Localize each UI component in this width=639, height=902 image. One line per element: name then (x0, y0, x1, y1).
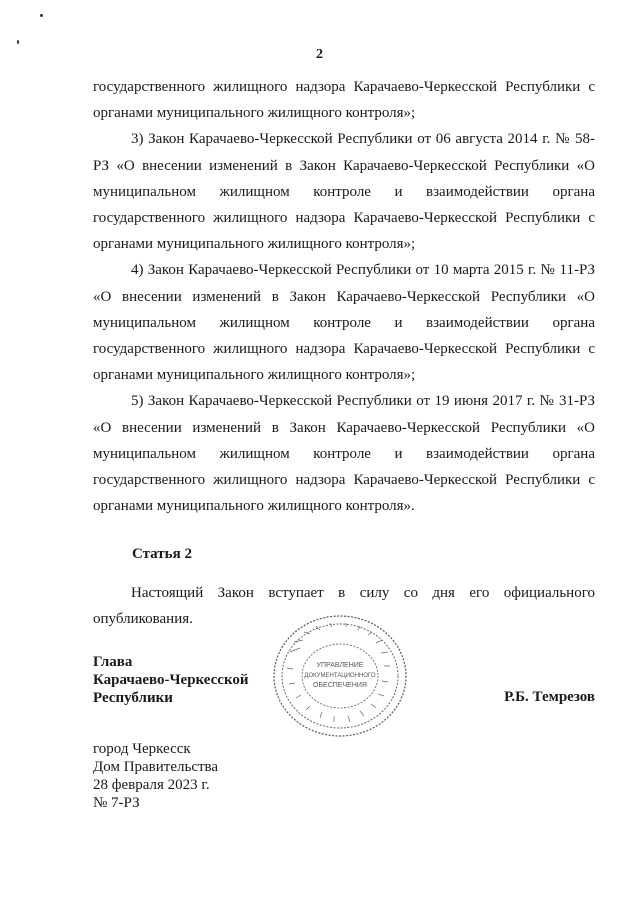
article-text: Настоящий Закон вступает в силу со дня его официального опубликования. (93, 585, 595, 628)
building: Дом Правительства (93, 759, 219, 775)
place-and-date-block (93, 740, 218, 812)
seal-line-1: УПРАВЛЕНИЕ (316, 662, 364, 669)
page-number: 2 (316, 47, 323, 62)
article-heading: Статья 2 (132, 546, 192, 562)
document-body (93, 74, 595, 519)
city: город Черкесск (93, 741, 191, 757)
signer-title-line: Глава (93, 654, 133, 670)
scan-speck (17, 40, 19, 44)
seal-line-3: ОБЕСПЕЧЕНИЯ (313, 682, 367, 689)
seal-line-2: ДОКУМЕНТАЦИОННОГО (304, 673, 376, 679)
paragraph-item-3: 3) Закон Карачаево-Черкесской Республики от 06 августа 2014 г. № 58-РЗ «О внесении изменений в Закон Карачаево-Черкесской Республики «О муниципальном жилищном контроле и взаимодействии органа государственного жилищного надзора Карачаево-Черкесской Республики с органами муниципального жилищного контроля»; (93, 131, 595, 253)
official-seal-stamp (270, 612, 410, 740)
signer-title-line: Карачаево-Черкесской (93, 672, 249, 688)
law-number: № 7-РЗ (93, 795, 140, 811)
paragraph-continuation: государственного жилищного надзора Карачаево-Черкесской Республики с органами муниципального жилищного контроля»; (93, 79, 595, 122)
signer-title-line: Республики (93, 690, 173, 706)
paragraph-item-4: 4) Закон Карачаево-Черкесской Республики от 10 марта 2015 г. № 11-РЗ «О внесении изменений в Закон Карачаево-Черкесской Республики «О муниципальном жилищном контроле и взаимодействии органа государственного жилищного надзора Карачаево-Черкесской Республики с органами муниципального жилищного контроля»; (93, 262, 595, 384)
scan-speck (40, 14, 43, 17)
paragraph-item-5: 5) Закон Карачаево-Черкесской Республики от 19 июня 2017 г. № 31-РЗ «О внесении изменений в Закон Карачаево-Черкесской Республики «О муниципальном жилищном контроле и взаимодействии органа государственного жилищного надзора Карачаево-Черкесской Республики с органами муниципального жилищного контроля». (93, 393, 595, 515)
date: 28 февраля 2023 г. (93, 777, 210, 793)
signer-name: Р.Б. Темрезов (504, 689, 595, 705)
signer-title (93, 653, 249, 707)
